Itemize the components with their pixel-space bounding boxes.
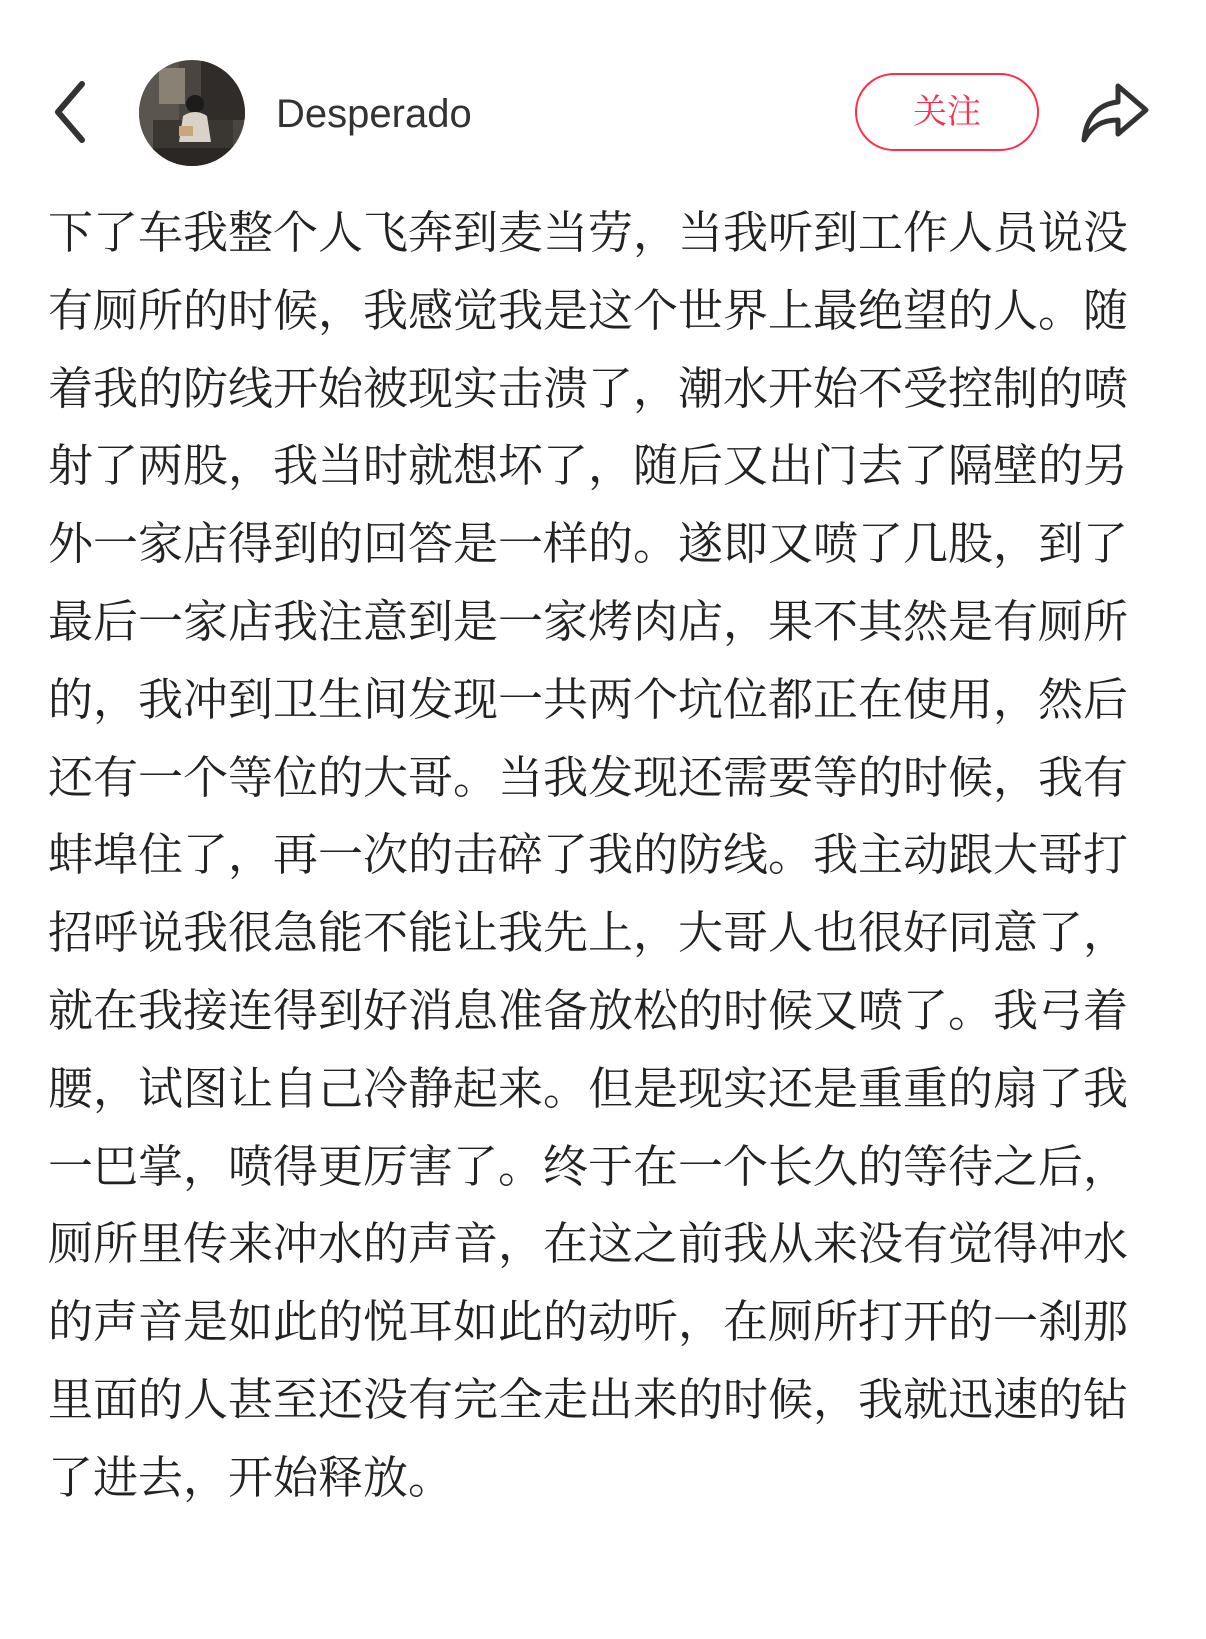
post-header: [0, 0, 1206, 180]
chevron-left-icon: [44, 78, 104, 150]
share-arrow-icon: [1080, 80, 1152, 146]
username[interactable]: Desperado: [276, 92, 472, 136]
avatar[interactable]: [139, 60, 245, 166]
avatar-photo: [139, 60, 245, 166]
follow-button[interactable]: 关注: [855, 73, 1039, 151]
post-body-text: 下了车我整个人飞奔到麦当劳，当我听到工作人员说没有厕所的时候，我感觉我是这个世界上最绝望的人。随着我的防线开始被现实击溃了，潮水开始不受控制的喷射了两股，我当时就想坏了，随后又出门去了隔壁的另外一家店得到的回答是一样的。遂即又喷了几股，到了最后一家店我注意到是一家烤肉店，果不其然是有厕所的，我冲到卫生间发现一共两个坑位都正在使用，然后还有一个等位的大哥。当我发现还需要等的时候，我有蚌埠住了，再一次的击碎了我的防线。我主动跟大哥打招呼说我很急能不能让我先上，大哥人也很好同意了，就在我接连得到好消息准备放松的时候又喷了。我弓着腰，试图让自己冷静起来。但是现实还是重重的扇了我一巴掌，喷得更厉害了。终于在一个长久的等待之后，厕所里传来冲水的声音，在这之前我从来没有觉得冲水的声音是如此的悦耳如此的动听，在厕所打开的一刹那里面的人甚至还没有完全走出来的时候，我就迅速的钻了进去，开始释放。: [48, 206, 1129, 1504]
back-button[interactable]: [44, 78, 104, 150]
share-button[interactable]: [1080, 80, 1152, 146]
